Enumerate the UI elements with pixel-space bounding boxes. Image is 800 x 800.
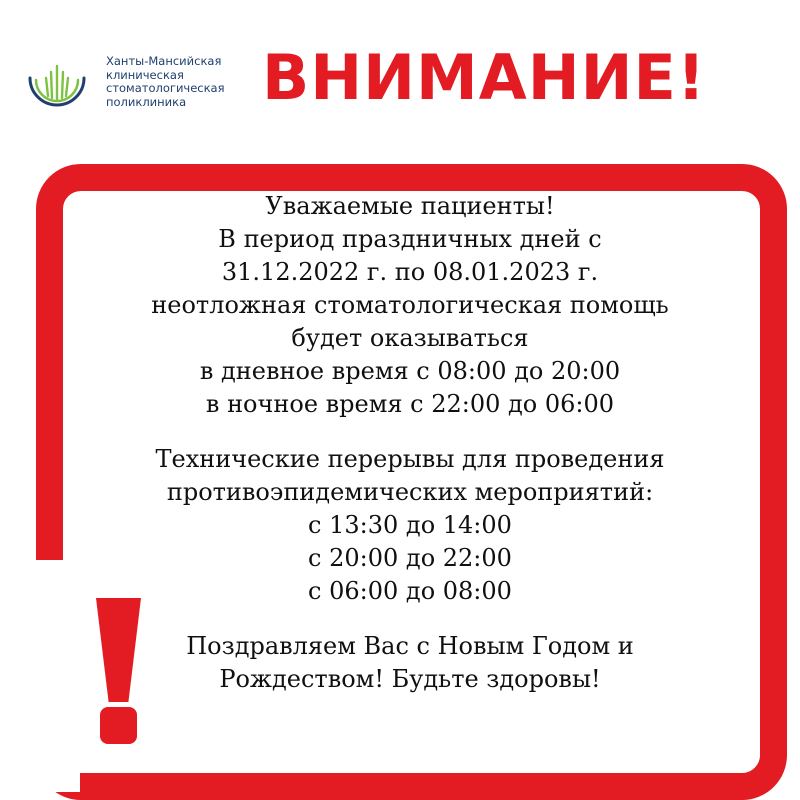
- notice-line: Поздравляем Вас с Новым Годом и: [186, 632, 634, 660]
- frame-gap: [20, 560, 80, 792]
- notice-text: [90, 190, 730, 696]
- notice-line: с 13:30 до 14:00: [308, 511, 512, 539]
- notice-line: противоэпидемических мероприятий:: [166, 478, 654, 506]
- notice-line: с 06:00 до 08:00: [308, 577, 512, 605]
- notice-line: будет оказываться: [291, 324, 529, 352]
- exclamation-dot-icon: [100, 707, 137, 744]
- clinic-name-line: клиническая: [106, 67, 184, 82]
- clinic-name-line: поликлиника: [106, 94, 187, 109]
- notice-line: в дневное время с 08:00 до 20:00: [199, 357, 621, 385]
- notice-line: В период праздничных дней с: [218, 225, 602, 253]
- clinic-logo: [26, 50, 266, 120]
- paragraph-spacer: [90, 608, 730, 630]
- notice-line: Уважаемые пациенты!: [265, 192, 555, 220]
- attention-headline: ВНИМАНИЕ!: [262, 41, 707, 114]
- clinic-name: [106, 55, 225, 109]
- notice-line: неотложная стоматологическая помощь: [151, 291, 669, 319]
- clinic-name-line: стоматологическая: [106, 81, 225, 95]
- notice-line: в ночное время с 22:00 до 06:00: [205, 390, 615, 418]
- notice-line: Рождеством! Будьте здоровы!: [219, 665, 601, 693]
- notice-line: с 20:00 до 22:00: [308, 544, 512, 572]
- clinic-logo-icon: [26, 52, 88, 114]
- notice-line: 31.12.2022 г. по 08.01.2023 г.: [221, 258, 599, 286]
- clinic-name-line: Ханты-Мансийская: [106, 54, 222, 68]
- notice-line: Технические перерывы для проведения: [155, 445, 665, 473]
- paragraph-spacer: [90, 421, 730, 443]
